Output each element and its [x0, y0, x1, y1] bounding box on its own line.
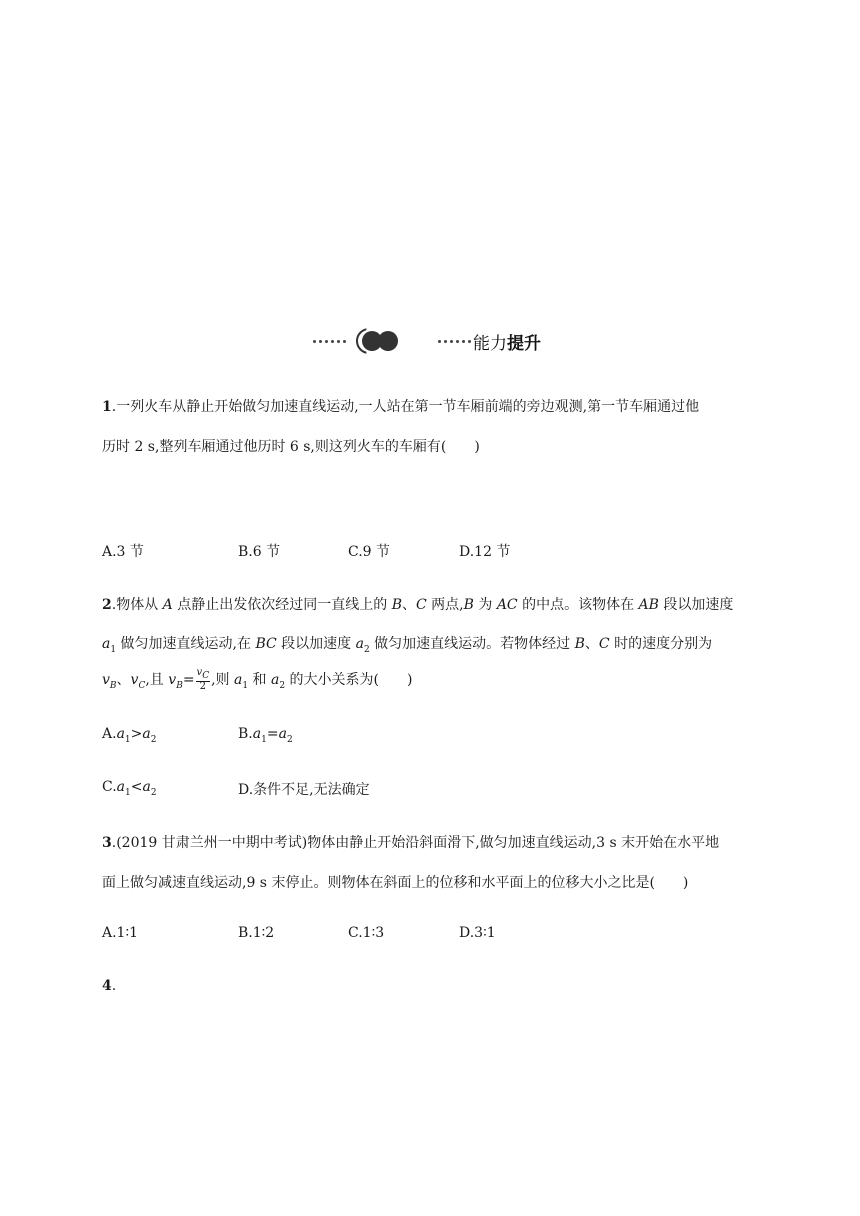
question-3-source: .(2019 甘肃兰州一中期中考试): [111, 835, 308, 851]
question-4: 4.: [102, 978, 117, 994]
question-1-line-2: 历时 2 s,整列车厢通过他历时 6 s,则这列火车的车厢有( ): [102, 439, 480, 455]
circles-badge-icon: [356, 326, 402, 356]
q2-option-b: $B.a_1=a_2$: [238, 726, 293, 745]
question-2-line-2: $a_1$ 做匀加速直线运动,在 BC 段以加速度 $a_2$ 做匀加速直线运动。若物体经过 B、C 时的速度分别为: [102, 636, 713, 655]
q1-option-a: A.3 节: [102, 544, 144, 560]
section-header: [313, 326, 541, 356]
q3-option-a: A.1∶1: [102, 925, 139, 941]
dots-decoration-right: [438, 340, 471, 343]
q1-option-c: C.9 节: [348, 544, 391, 560]
q2-option-c: $C.a_1<a_2$: [102, 779, 157, 798]
dots-decoration-left: [313, 340, 346, 343]
question-3-line-1: 3.(2019 甘肃兰州一中期中考试)物体由静止开始沿斜面滑下,做匀加速直线运动,3 s 末开始在水平地: [102, 835, 720, 851]
question-3-line-2: 面上做匀减速直线运动,9 s 末停止。则物体在斜面上的位移和水平面上的位移大小之比是( ): [102, 875, 689, 891]
question-2-line-1: 2.物体从 A 点静止出发依次经过同一直线上的 B、C 两点,B 为 AC 的中点。该物体在 AB 段以加速度: [102, 597, 734, 613]
q1-option-b: B.6 节: [238, 544, 281, 560]
section-title: 能力提升: [473, 333, 541, 354]
q1-option-d: D.12 节: [459, 544, 511, 560]
q3-option-d: D.3∶1: [459, 925, 496, 941]
question-2-line-3: $v_B$、$v_C$,且 $v_B=$ $\frac{v_C}{2}$ ,则 $a_1$ 和 $a_2$ 的大小关系为( ): [102, 667, 413, 692]
fraction-vc-over-2: $\frac{v_C}{2}$: [196, 667, 210, 692]
q3-option-b: B.1∶2: [238, 925, 275, 941]
q3-option-c: C.1∶3: [348, 925, 385, 941]
question-1-line-1: 1.一列火车从静止开始做匀加速直线运动,一人站在第一节车厢前端的旁边观测,第一节车厢通过他: [102, 399, 700, 415]
q2-option-a: $A.a_1>a_2$: [102, 726, 157, 745]
q2-option-d: D.条件不足,无法确定: [238, 782, 370, 798]
